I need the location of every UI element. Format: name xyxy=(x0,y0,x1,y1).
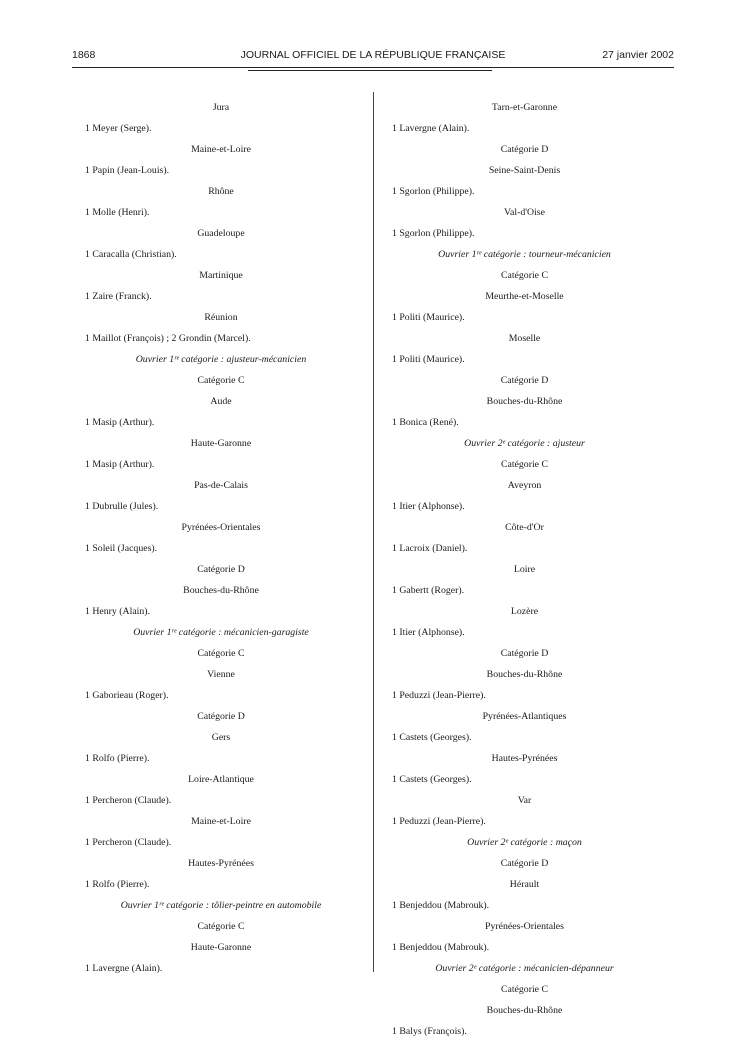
entry-line: 1 Sgorlon (Philippe). xyxy=(392,228,475,239)
left-column xyxy=(85,97,385,979)
section-heading: Martinique xyxy=(199,270,243,281)
occupation-heading: Ouvrier 1ʳᵉ catégorie : mécanicien-garagiste xyxy=(133,627,309,638)
entry-line: 1 Peduzzi (Jean-Pierre). xyxy=(392,690,486,701)
entry-line: 1 Masip (Arthur). xyxy=(85,459,155,470)
section-heading: Seine-Saint-Denis xyxy=(488,165,561,176)
section-heading: Hérault xyxy=(509,879,540,890)
entry-line: 1 Itier (Alphonse). xyxy=(392,501,465,512)
section-heading: Gers xyxy=(211,732,231,743)
entry-line: 1 Gabertt (Roger). xyxy=(392,585,465,596)
section-heading: Loire-Atlantique xyxy=(188,774,254,785)
entry-line: 1 Percheron (Claude). xyxy=(85,795,172,806)
occupation-heading: Ouvrier 2ᵉ catégorie : ajusteur xyxy=(464,438,585,449)
section-heading: Aude xyxy=(210,396,232,407)
section-heading: Pas-de-Calais xyxy=(194,480,248,491)
section-heading: Guadeloupe xyxy=(197,228,245,239)
entry-line: 1 Castets (Georges). xyxy=(392,732,472,743)
section-heading: Bouches-du-Rhône xyxy=(183,585,259,596)
section-heading: Haute-Garonne xyxy=(190,942,252,953)
section-heading: Catégorie C xyxy=(500,270,549,281)
section-heading: Catégorie C xyxy=(500,459,549,470)
section-heading: Vienne xyxy=(207,669,235,680)
entry-line: 1 Dubrulle (Jules). xyxy=(85,501,159,512)
entry-line: 1 Meyer (Serge). xyxy=(85,123,152,134)
entry-line: 1 Papin (Jean-Louis). xyxy=(85,165,170,176)
section-heading: Bouches-du-Rhône xyxy=(486,669,563,680)
occupation-heading: Ouvrier 1ʳᵉ catégorie : ajusteur-mécanicien xyxy=(135,354,307,365)
right-column xyxy=(392,97,682,1042)
section-heading: Aveyron xyxy=(507,480,542,491)
entry-line: 1 Benjeddou (Mabrouk). xyxy=(392,942,490,953)
section-heading: Val-d'Oise xyxy=(504,207,545,218)
header-rule xyxy=(72,67,674,68)
entry-line: 1 Lavergne (Alain). xyxy=(392,123,470,134)
entry-line: 1 Politi (Maurice). xyxy=(392,312,465,323)
entry-line: 1 Maillot (François) ; 2 Grondin (Marcel). xyxy=(85,333,251,344)
entry-line: 1 Castets (Georges). xyxy=(392,774,472,785)
occupation-heading: Ouvrier 1ʳᵉ catégorie : tôlier-peintre en automobile xyxy=(120,900,322,911)
entry-line: 1 Sgorlon (Philippe). xyxy=(392,186,475,197)
section-heading: Loire xyxy=(513,564,536,575)
section-heading: Bouches-du-Rhône xyxy=(486,1005,563,1016)
occupation-heading: Ouvrier 2ᵉ catégorie : maçon xyxy=(467,837,582,848)
journal-title: JOURNAL OFFICIEL DE LA RÉPUBLIQUE FRANÇAISE xyxy=(240,49,506,61)
section-heading: Côte-d'Or xyxy=(505,522,544,533)
entry-line: 1 Zaire (Franck). xyxy=(85,291,152,302)
section-heading: Hautes-Pyrénées xyxy=(188,858,254,869)
entry-line: 1 Caracalla (Christian). xyxy=(85,249,177,260)
entry-line: 1 Gaborieau (Roger). xyxy=(85,690,169,701)
section-heading: Lozère xyxy=(510,606,539,617)
section-heading: Catégorie D xyxy=(500,144,549,155)
section-heading: Pyrénées-Orientales xyxy=(181,522,261,533)
section-heading: Réunion xyxy=(204,312,238,323)
section-heading: Catégorie C xyxy=(197,375,245,386)
entry-line: 1 Rolfo (Pierre). xyxy=(85,879,150,890)
section-heading: Maine-et-Loire xyxy=(191,816,251,827)
section-heading: Meurthe-et-Moselle xyxy=(485,291,564,302)
section-heading: Rhône xyxy=(208,186,234,197)
entry-line: 1 Henry (Alain). xyxy=(85,606,151,617)
entry-line: 1 Percheron (Claude). xyxy=(85,837,172,848)
section-heading: Catégorie D xyxy=(500,375,549,386)
occupation-heading: Ouvrier 1ʳᵉ catégorie : tourneur-mécanicien xyxy=(438,249,611,260)
entry-line: 1 Politi (Maurice). xyxy=(392,354,465,365)
section-heading: Jura xyxy=(212,102,230,113)
header-subrule xyxy=(248,70,492,71)
entry-line: 1 Itier (Alphonse). xyxy=(392,627,465,638)
entry-line: 1 Balys (François). xyxy=(392,1026,467,1037)
section-heading: Haute-Garonne xyxy=(190,438,252,449)
column-divider xyxy=(373,92,374,972)
page-number: 1868 xyxy=(72,49,96,61)
section-heading: Catégorie D xyxy=(500,858,549,869)
section-heading: Pyrénées-Orientales xyxy=(485,921,564,932)
section-heading: Pyrénées-Atlantiques xyxy=(482,711,567,722)
section-heading: Hautes-Pyrénées xyxy=(491,753,558,764)
section-heading: Catégorie D xyxy=(500,648,549,659)
entry-line: 1 Benjeddou (Mabrouk). xyxy=(392,900,490,911)
entry-line: 1 Soleil (Jacques). xyxy=(85,543,158,554)
section-heading: Bouches-du-Rhône xyxy=(486,396,563,407)
section-heading: Tarn-et-Garonne xyxy=(491,102,558,113)
issue-date: 27 janvier 2002 xyxy=(602,49,674,61)
entry-line: 1 Molle (Henri). xyxy=(85,207,150,218)
section-heading: Catégorie D xyxy=(197,711,245,722)
occupation-heading: Ouvrier 2ᵉ catégorie : mécanicien-dépanneur xyxy=(435,963,614,974)
entry-line: 1 Rolfo (Pierre). xyxy=(85,753,150,764)
page-header xyxy=(72,49,674,65)
section-heading: Catégorie C xyxy=(197,648,245,659)
section-heading: Moselle xyxy=(508,333,541,344)
section-heading: Var xyxy=(517,795,532,806)
entry-line: 1 Bonica (René). xyxy=(392,417,459,428)
entry-line: 1 Masip (Arthur). xyxy=(85,417,155,428)
section-heading: Catégorie C xyxy=(197,921,245,932)
section-heading: Catégorie C xyxy=(500,984,549,995)
section-heading: Catégorie D xyxy=(197,564,245,575)
entry-line: 1 Lavergne (Alain). xyxy=(85,963,163,974)
entry-line: 1 Peduzzi (Jean-Pierre). xyxy=(392,816,486,827)
entry-line: 1 Lacroix (Daniel). xyxy=(392,543,468,554)
section-heading: Maine-et-Loire xyxy=(191,144,251,155)
